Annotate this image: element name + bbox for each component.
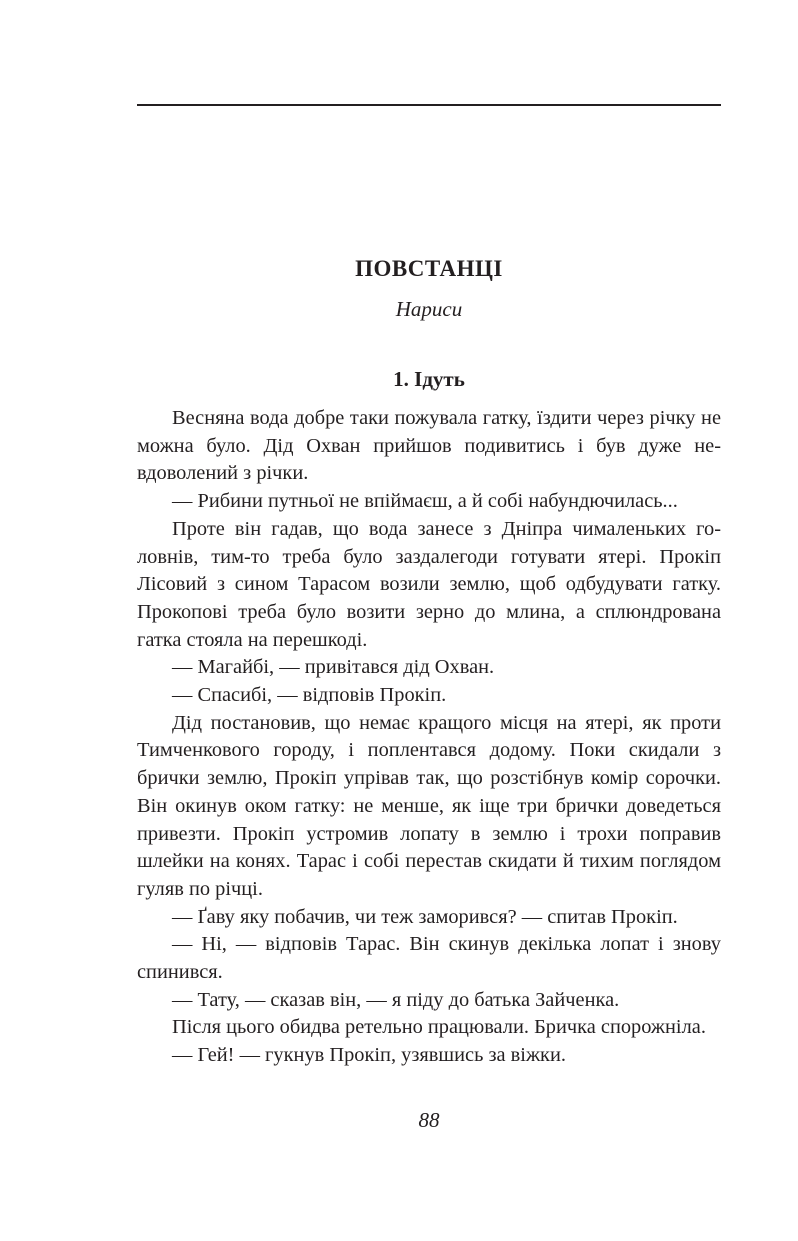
paragraph: — Спасибі, — відповів Прокіп.	[172, 684, 447, 707]
paragraph: — Рибини путньої не впіймаєш, а й собі набундючилась...	[172, 490, 678, 513]
paragraph: Весняна вода добре таки пожувала гатку, їздити через річку не можна було. Дід Охван прийшов подивитись і був дуже невдоволений з річки.	[137, 407, 721, 485]
paragraph: Після цього обидва ретельно працювали. Бричка спорожніла.	[172, 1016, 706, 1039]
paragraph: — Гей! — гукнув Прокіп, узявшись за віжки.	[172, 1044, 566, 1067]
header-rule	[137, 104, 721, 106]
paragraph: Дід постановив, що немає кращого місця на ятері, як проти Тимченкового городу, і поплентався додому. Поки скидали з брички землю, Прокіп упрівав так, що розстібнув комір сорочки. Він окинув оком гатку: не менше, як іще три брички доведеться привезти. Прокіп устромив лопату в землю і трохи поправив шлейки на конях. Тарас і собі перестав скидати й тихим поглядом гуляв по річці.	[137, 711, 721, 900]
paragraph: — Магайбі, — привітався дід Охван.	[172, 656, 495, 679]
paragraph: — Ґаву яку побачив, чи теж заморився? — спитав Прокіп.	[172, 905, 678, 928]
paragraph: — Тату, — сказав він, — я піду до батька Зайченка.	[172, 988, 620, 1011]
paragraph: Проте він гадав, що вода занесе з Дніпра чималеньких головнів, тим-то треба було заздалегоди готувати ятері. Прокіп Лісовий з сином Тарасом возили землю, щоб одбудувати гатку. Прокопові треба було возити зерно до млина, а сплюндрована гатка стояла на перешкоді.	[137, 517, 721, 651]
body-text	[137, 405, 721, 1070]
section-heading: 1. Ідуть	[393, 367, 465, 391]
paragraph: — Ні, — відповів Тарас. Він скинув декілька лопат і знову спинився.	[137, 933, 721, 984]
chapter-subtitle: Нариси	[395, 297, 463, 321]
chapter-title: ПОВСТАНЦІ	[355, 256, 503, 281]
page-number: 88	[418, 1108, 440, 1132]
